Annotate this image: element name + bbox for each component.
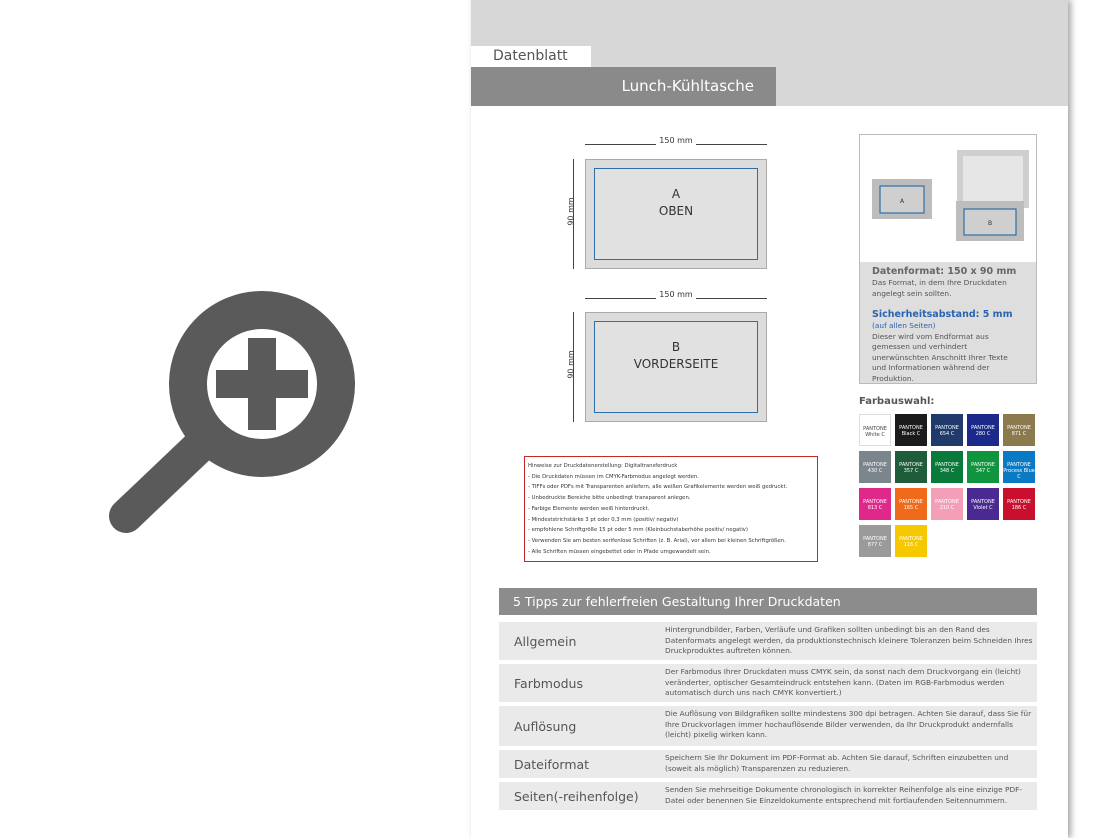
color-swatch[interactable]: [967, 451, 999, 483]
hint-line: - Farbige Elemente werden weiß hinterdruckt.: [528, 505, 650, 512]
color-swatch[interactable]: [859, 451, 891, 483]
swatch-code: 871 C: [1011, 431, 1027, 437]
swatch-brand: PANTONE: [971, 462, 995, 468]
hint-line: - Unbedruckte Bereiche bitte unbedingt transparent anlegen.: [528, 495, 691, 502]
tips-title: 5 Tipps zur fehlerfreien Gestaltung Ihrer Druckdaten: [499, 588, 1037, 615]
swatch-code: 877 C: [867, 542, 883, 548]
safety-heading: Sicherheitsabstand: 5 mm: [872, 309, 1013, 320]
tip-row: [499, 664, 1037, 702]
height-dimension-top: 90 mm: [564, 159, 578, 269]
safety-sub: (auf allen Seiten): [872, 321, 936, 330]
swatch-brand: PANTONE: [971, 425, 995, 431]
width-dimension-top: 150 mm: [585, 136, 767, 145]
swatch-code: 347 C: [975, 468, 991, 474]
swatch-brand: PANTONE: [1007, 499, 1031, 505]
swatch-brand: PANTONE: [863, 426, 887, 432]
swatch-code: 280 C: [975, 431, 991, 437]
tip-label: Auflösung: [514, 718, 577, 734]
swatch-brand: PANTONE: [971, 499, 995, 505]
swatch-brand: PANTONE: [935, 499, 959, 505]
width-dimension-front: 150 mm: [585, 290, 767, 299]
swatch-brand: PANTONE: [899, 499, 923, 505]
tip-text: Die Auflösung von Bildgrafiken sollte mindestens 300 dpi betragen. Achten Sie darauf, dass Sie für Ihre Druckvorlagen immer hochauflösende Bilder verwenden, da Ihr Druckprodukt andernfalls (leicht) pixelig wirken kann.: [665, 709, 1032, 740]
template-side: OBEN: [658, 204, 694, 218]
color-swatch[interactable]: [895, 451, 927, 483]
swatch-code: 654 C: [939, 431, 955, 437]
color-swatch[interactable]: [895, 488, 927, 520]
color-swatch[interactable]: [895, 414, 927, 446]
template-letter: B: [671, 340, 681, 354]
tip-text: Der Farbmodus Ihrer Druckdaten muss CMYK sein, da sonst nach dem Druckvorgang ein (leicht) veränderter, optischer Gesamteindruck entstehen kann. (Daten im RGB-Farbmodus werden automatisch durch uns nach CMYK konvertiert.): [665, 667, 1021, 698]
hint-line: Hinweise zur Druckdatenerstellung: Digitaltransferdruck: [528, 463, 678, 469]
product-title: Lunch-Kühltasche: [471, 67, 776, 106]
color-swatch[interactable]: [1003, 414, 1035, 446]
tip-text: Speichern Sie Ihr Dokument im PDF-Format ab. Achten Sie darauf, Schriften einzubetten und (soweit als möglich) Transparenzen zu reduzieren.: [665, 753, 1009, 773]
hint-line: - Mindeststrichstärke 3 pt oder 0,3 mm (positiv/ negativ): [528, 516, 679, 523]
tip-row: [499, 782, 1037, 810]
swatch-code: 116 C: [903, 542, 919, 548]
template-top: [585, 159, 767, 269]
color-swatch[interactable]: [931, 451, 963, 483]
print-hints-box: [524, 456, 818, 562]
height-dimension-front: 90 mm: [564, 312, 578, 422]
template-letter: A: [671, 187, 681, 201]
preview-letter-b: B: [987, 220, 993, 227]
swatch-code: White C: [865, 432, 885, 438]
datasheet-label: Datenblatt: [471, 46, 591, 67]
tip-row: [499, 750, 1037, 778]
format-info-box: [859, 134, 1037, 384]
swatch-code: 165 C: [903, 505, 919, 511]
tip-text: Senden Sie mehrseitige Dokumente chronologisch in korrekter Reihenfolge als eine einzige PDF-Datei oder benennen Sie Einzeldokumente entsprechend mit fortlaufenden Seitennummern.: [665, 785, 1023, 805]
zoom-in-icon[interactable]: [100, 288, 356, 544]
tip-label: Allgemein: [514, 633, 577, 649]
color-swatch-grid: [859, 414, 1039, 562]
color-swatch[interactable]: [859, 525, 891, 557]
hint-line: - Die Druckdaten müssen im CMYK-Farbmodus angelegt werden.: [528, 473, 699, 480]
swatch-brand: PANTONE: [863, 462, 887, 468]
swatch-brand: PANTONE: [1007, 425, 1031, 431]
swatch-code: Violet C: [973, 505, 993, 511]
hint-line: - Alle Schriften müssen eingebettet oder in Pfade umgewandelt sein.: [528, 548, 711, 555]
tip-row: [499, 622, 1037, 660]
tip-label: Farbmodus: [514, 675, 583, 691]
tip-label: Dateiformat: [514, 756, 590, 772]
format-heading: Datenformat: 150 x 90 mm: [872, 266, 1017, 277]
color-swatch[interactable]: [1003, 451, 1035, 483]
template-front: [585, 312, 767, 422]
swatch-code: 186 C: [1011, 505, 1027, 511]
swatch-brand: PANTONE: [935, 425, 959, 431]
hint-line: - empfohlene Schriftgröße 15 pt oder 5 mm (Kleinbuchstaberhöhe positiv/ negativ): [528, 527, 749, 534]
swatch-code: 348 C: [939, 468, 955, 474]
color-swatch[interactable]: [1003, 488, 1035, 520]
swatch-code: 430 C: [867, 468, 883, 474]
safety-text: Dieser wird vom Endformat aus gemessen und verhindert unerwünschten Anschnitt Ihrer Texte und Informationen während der Produktion.: [872, 331, 1008, 383]
hint-line: - TIFFs oder PDFs mit Transparenten anliefern, alle weißen Grafikelemente werden weiß gedruckt.: [528, 484, 788, 491]
preview-letter-a: A: [899, 198, 905, 205]
swatch-brand: PANTONE: [1007, 462, 1031, 468]
color-swatch[interactable]: [931, 414, 963, 446]
color-selection-title: Farbauswahl:: [859, 396, 935, 407]
color-swatch[interactable]: [859, 488, 891, 520]
color-swatch[interactable]: [895, 525, 927, 557]
swatch-code: 357 C: [903, 468, 919, 474]
product-preview-image: [860, 135, 1036, 262]
tip-text: Hintergrundbilder, Farben, Verläufe und Grafiken sollten unbedingt bis an den Rand des Datenformats angelegt werden, da produktionstechnisch kleinere Toleranzen beim Schneiden Ihres Druckproduktes auftreten können.: [665, 625, 1033, 656]
color-swatch[interactable]: [931, 488, 963, 520]
swatch-brand: PANTONE: [899, 425, 923, 431]
hint-line: - Verwenden Sie am besten serifenlose Schriften (z. B. Arial), vor allem bei kleinen Schriftgrößen.: [528, 537, 786, 544]
swatch-brand: PANTONE: [899, 462, 923, 468]
format-text: Das Format, in dem Ihre Druckdaten angelegt sein sollten.: [872, 278, 1007, 298]
swatch-code: 813 C: [867, 505, 883, 511]
swatch-brand: PANTONE: [935, 462, 959, 468]
color-swatch[interactable]: [967, 488, 999, 520]
swatch-code: Process Blue C: [1003, 468, 1035, 480]
swatch-code: Black C: [901, 431, 921, 437]
swatch-brand: PANTONE: [863, 499, 887, 505]
template-side: VORDERSEITE: [633, 357, 719, 371]
swatch-brand: PANTONE: [863, 536, 887, 542]
tip-row: [499, 706, 1037, 746]
swatch-brand: PANTONE: [899, 536, 923, 542]
datasheet-page: [471, 0, 1068, 838]
tip-label: Seiten(-reihenfolge): [514, 788, 639, 804]
color-swatch[interactable]: [967, 414, 999, 446]
color-swatch[interactable]: [859, 414, 891, 446]
swatch-code: 210 C: [939, 505, 955, 511]
